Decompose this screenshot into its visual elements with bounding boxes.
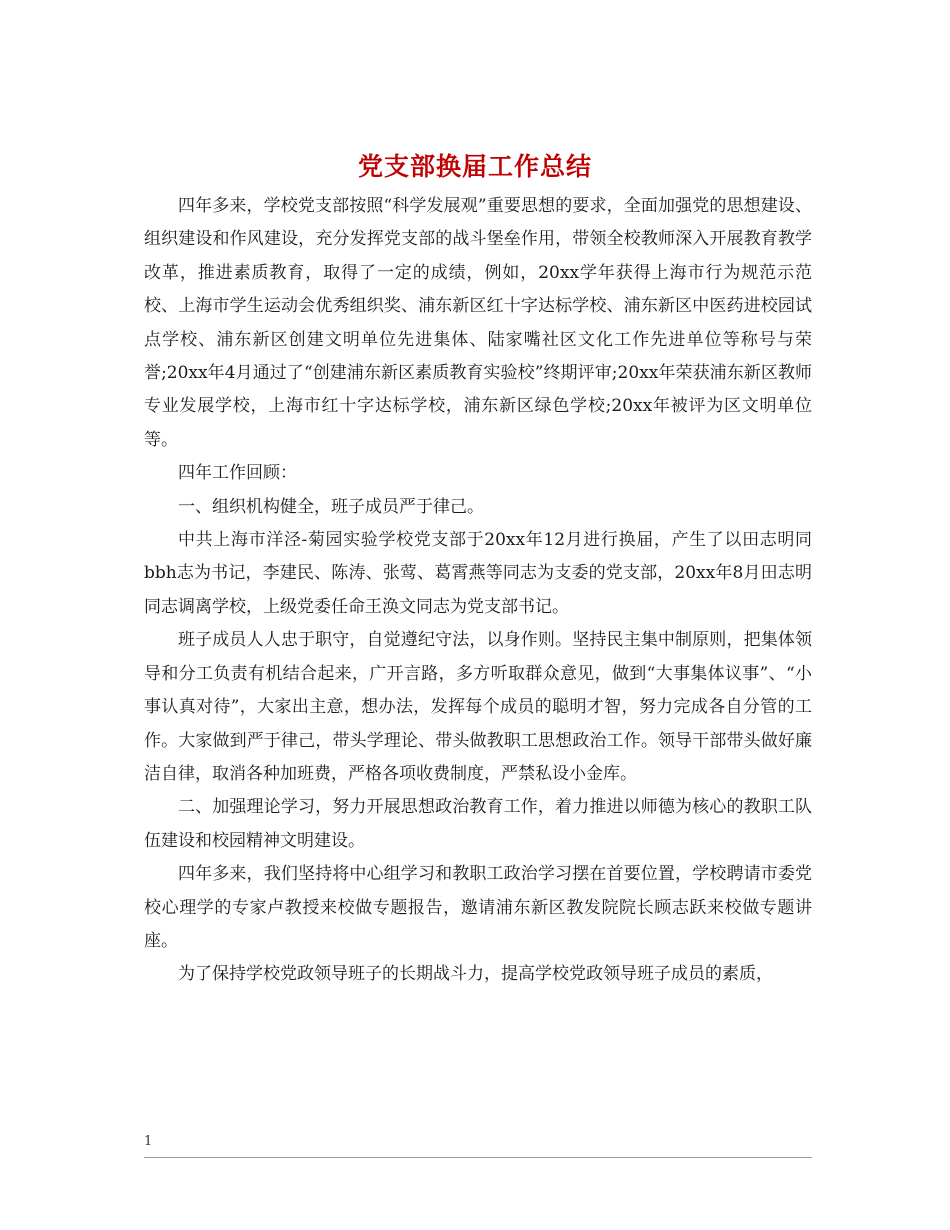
paragraph: 为了保持学校党政领导班子的长期战斗力，提高学校党政领导班子成员的素质， [178, 964, 773, 985]
document-body [144, 190, 812, 992]
paragraph: 班子成员人人忠于职守，自觉遵纪守法，以身作则。坚持民主集中制原则，把集体领导和分工负责有机结合起来，广开言路，多方听取群众意见，做到“大事集体议事”、“小事认真对待”，大家出主意，想办法，发挥每个成员的聪明才智，努力完成各自分管的工作。大家做到严于律己，带头学理论、带头做教职工思想政治工作。领导干部带头做好廉洁自律，取消各种加班费，严格各项收费制度，严禁私设小金库。 [144, 630, 812, 784]
paragraph: 一、组织机构健全，班子成员严于律己。 [178, 496, 484, 517]
paragraph: 二、加强理论学习，努力开展思想政治教育工作，着力推进以师德为核心的教职工队伍建设和校园精神文明建设。 [144, 797, 812, 851]
page-number: 1 [144, 1134, 153, 1149]
paragraph: 四年多来，学校党支部按照“科学发展观”重要思想的要求，全面加强党的思想建设、组织建设和作风建设，充分发挥党支部的战斗堡垒作用，带领全校教师深入开展教育教学改革，推进素质教育，取得了一定的成绩，例如，20xx学年获得上海市行为规范示范校、上海市学生运动会优秀组织奖、浦东新区红十字达标学校、浦东新区中医药进校园试点学校、浦东新区创建文明单位先进集体、陆家嘴社区文化工作先进单位等称号与荣誉;20xx年4月通过了“创建浦东新区素质教育实验校”终期评审;20xx年荣获浦东新区教师专业发展学校，上海市红十字达标学校，浦东新区绿色学校;20xx年被评为区文明单位等。 [144, 196, 812, 450]
document-title: 党支部换届工作总结 [357, 151, 592, 181]
paragraph: 中共上海市洋泾-菊园实验学校党支部于20xx年12月进行换届，产生了以田志明同bbh志为书记，李建民、陈涛、张莺、葛霄燕等同志为支委的党支部，20xx年8月田志明同志调离学校，上级党委任命王涣文同志为党支部书记。 [144, 530, 812, 617]
paragraph: 四年多来，我们坚持将中心组学习和教职工政治学习摆在首要位置，学校聘请市委党校心理学的专家卢教授来校做专题报告，邀请浦东新区教发院院长顾志跃来校做专题讲座。 [144, 864, 812, 951]
paragraph: 四年工作回顾： [178, 463, 297, 484]
footer-divider [144, 1157, 812, 1158]
